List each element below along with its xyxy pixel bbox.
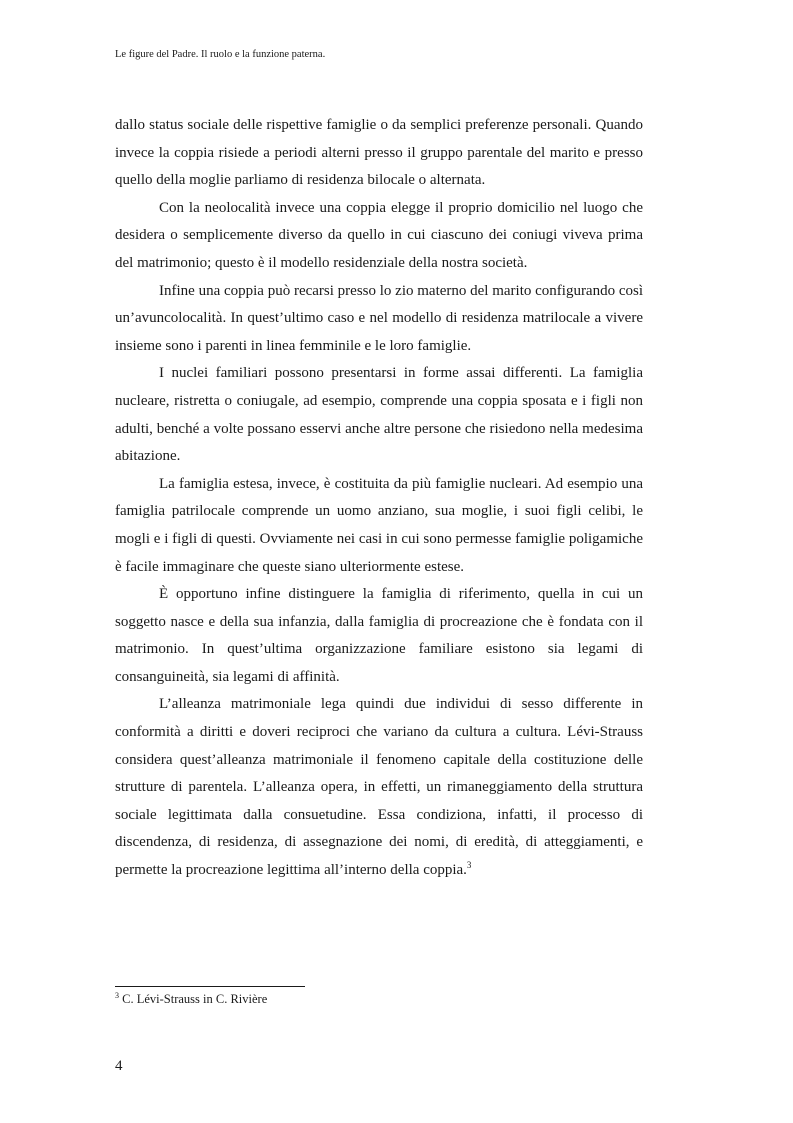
footnote-divider [115, 986, 305, 987]
paragraph: dallo status sociale delle rispettive famiglie o da semplici preferenze personali. Quando invece la coppia risiede a periodi alterni presso il gruppo parentale del marito e presso quello della moglie parliamo di residenza bilocale o alternata. [115, 117, 643, 189]
paragraph: La famiglia estesa, invece, è costituita da più famiglie nucleari. Ad esempio una famiglia patrilocale comprende un uomo anziano, sua moglie, i suoi figli celibi, le mogli e i figli di questi. Ovviamente nei casi in cui sono permesse famiglie poligamiche è facile immaginare che queste siano ulteriormente estese. [115, 475, 643, 575]
footnote [115, 992, 267, 1007]
paragraph: Infine una coppia può recarsi presso lo zio materno del marito configurando così un’avuncolocalità. In quest’ultimo caso e nel modello di residenza matrilocale a vivere insieme sono i parenti in linea femminile e le loro famiglie. [115, 282, 644, 354]
footnote-marker: 3 [115, 990, 119, 1000]
body-text [115, 112, 643, 885]
paragraph-text: L’alleanza matrimoniale lega quindi due individui di sesso differente in conformità a diritti e doveri reciproci che variano da cultura a cultura. Lévi-Strauss considera quest’alleanza matrimoniale il fenomeno capitale della costituzione delle strutture di parentela. L’alleanza opera, in effetti, un rimaneggiamento della struttura sociale legittimata dalla consuetudine. Essa condiziona, infatti, il processo di discendenza, di residenza, di assegnazione dei nomi, di eredità, di atteggiamenti, e permette la procreazione legittima all’interno della coppia. [115, 696, 643, 879]
footnote-reference[interactable]: 3 [466, 860, 472, 871]
running-header: Le figure del Padre. Il ruolo e la funzione paterna. [115, 49, 326, 60]
footnote-text: C. Lévi-Strauss in C. Rivière [119, 992, 268, 1006]
page-number: 4 [115, 1058, 123, 1074]
paragraph: I nuclei familiari possono presentarsi in forme assai differenti. La famiglia nucleare, ristretta o coniugale, ad esempio, comprende una coppia sposata e i figli non adulti, benché a volte possano esservi anche altre persone che risiedono nella medesima abitazione. [115, 365, 643, 465]
paragraph: Con la neolocalità invece una coppia elegge il proprio domicilio nel luogo che desidera o semplicemente diverso da quello in cui ciascuno dei coniugi viveva prima del matrimonio; questo è il modello residenziale della nostra società. [115, 199, 643, 271]
last-paragraph [115, 691, 643, 884]
paragraph: È opportuno infine distinguere la famiglia di riferimento, quella in cui un soggetto nasce e della sua infanzia, dalla famiglia di procreazione che è fondata con il matrimonio. In quest’ultima organizzazione familiare esistono sia legami di consanguineità, sia legami di affinità. [115, 586, 643, 685]
